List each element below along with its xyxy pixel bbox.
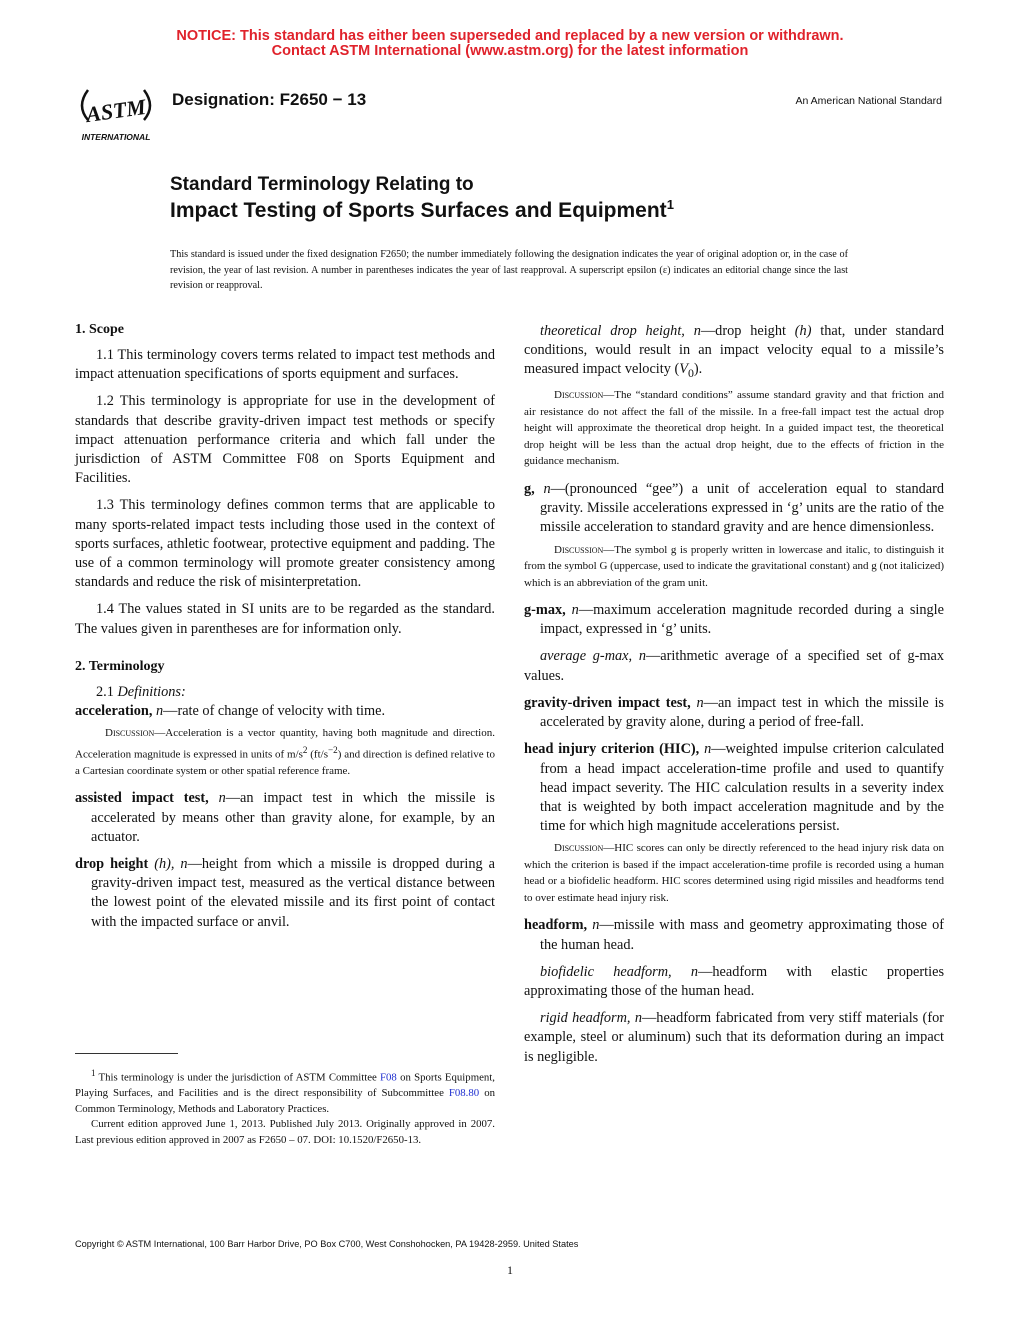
terminology-heading: 2. Terminology [75,658,165,674]
term-gravity-driven-impact-test: gravity-driven impact test, n—an impact test in which the missile is accelerated by gravity alone, during a period of free-fall. [524,694,944,731]
national-standard-label: An American National Standard [795,95,942,107]
logo-subtext: INTERNATIONAL [81,132,151,142]
withdrawal-notice-line1: NOTICE: This standard has either been superseded and replaced by a new version or withdrawn. [176,28,844,44]
section-1-2: 1.2 This terminology is appropriate for use in the development of standards that describe gravity-driven impact test methods or specify impact attenuation performance criteria and which fall under the jurisdiction of ASTM Committee F08 on Sports Equipment and Facilities. [75,393,495,487]
section-1-3: 1.3 This terminology defines common terms that are applicable to many sports-related impact tests including those used in the context of sports surfaces, athletic footwear, protective equipment and padding. The use of a common terminology will promote greater consistency among standards and reduce the risk of misinterpretation. [75,497,495,591]
page-number: 1 [507,1263,513,1277]
term-theoretical-drop-height: theoretical drop height, n—drop height (h) that, under standard conditions, would result in an impact velocity equal to a missile’s measured impact velocity $(V_0)$. [524,323,944,381]
footnote-rule [75,1053,178,1054]
link-f08-80[interactable]: F08.80 [448,1087,480,1100]
discussion-hic: Discussion—HIC scores can only be directly referenced to the head injury risk data on which the criterion is based if the impact acceleration-time profile is recorded using a human head or a biofidelic headform. HIC scores determined using rigid missiles and headforms tend to over estimate head injury risk. [524,842,944,904]
scope-heading: 1. Scope [75,322,124,337]
link-f08[interactable]: F08 [380,1071,397,1084]
withdrawal-notice-line2: Contact ASTM International (www.astm.org) for the latest information [271,43,749,59]
right-column [524,322,944,1075]
section-1-1: 1.1 This terminology covers terms related to impact test methods and impact attenuation specifications of sports equipment and surfaces. [75,347,495,383]
discussion-acceleration: Discussion—Acceleration is a vector quantity, having both magnitude and direction. Acceleration magnitude is expressed in units of $m/s^2$ $(ft/s^{-2})$ and direction is defined relative to a Cartesian coordinate system or other spatial reference frame. [75,727,495,777]
copyright: Copyright © ASTM International, 100 Barr Harbor Drive, PO Box C700, West Conshohocken, PA 19428-2959. United States [75,1239,579,1249]
term-headform: headform, n—missile with mass and geometry approximating those of the human head. [524,917,944,953]
term-assisted-impact-test: assisted impact test, n—an impact test in which the missile is accelerated by means other than gravity alone, for example, by an actuator. [75,790,495,845]
term-g-max: g-max, n—maximum acceleration magnitude recorded during a single impact, expressed in ‘g’ units. [524,602,944,638]
term-acceleration: acceleration, n—rate of change of velocity with time. [75,703,386,720]
term-head-injury-criterion: head injury criterion (HIC), n—weighted impulse criterion calculated from a head impact acceleration-time profile and used to quantify head impact severity. The HIC calculation results in a severity index that is weighted by both impact acceleration magnitude and by the time for which high magnitude accelerations persist. [524,741,944,835]
definitions-label: 2.1 Definitions: [96,683,186,700]
footnote-p1: $^1$ This terminology is under the jurisdiction of ASTM Committee F08 on Sports Equipment, Playing Surfaces, and Facilities and is the direct responsibility of Subcommittee F08.80 on Common Terminology, Methods and Laboratory Practices. [75,1068,495,1115]
discussion-theoretical-drop-height: Discussion—The “standard conditions” assume standard gravity and that friction and air resistance do not affect the fall of the missile. In a free-fall impact test the actual drop height will approximate the theoretical drop height. In a guided impact test, the theoretical drop height will be less than the actual drop height, due to the effects of friction in the guidance mechanism. [524,389,944,468]
term-g: g, n—(pronounced “gee”) a unit of acceleration equal to standard gravity. Missile accelerations expressed in ‘g’ units are the ratio of the missile acceleration to standard gravity and are hence dimensionless. [524,480,945,536]
title-line2 [170,197,674,223]
issued-note: This standard is issued under the fixed designation F2650; the number immediately following the designation indicates the year of original adoption or, in the case of revision, the year of last revision. A number in parentheses indicates the year of last reapproval. A superscript epsilon (ε) indicates an editorial change since the last revision or reapproval. [170,249,848,291]
left-column [75,322,495,940]
section-1-4: 1.4 The values stated in SI units are to be regarded as the standard. The values given in parentheses are for information only. [75,601,495,637]
term-biofidelic-headform: biofidelic headform, n—headform with elastic properties approximating those of the human head. [524,963,945,999]
logo-text: ASTM [84,93,148,128]
term-drop-height: drop height (h), n—height from which a missile is dropped during a gravity-driven impact test, measured as the vertical distance between the lowest point of the elevated missile and its first point of contact with the impacted surface or anvil. [75,856,495,930]
title-text: Impact Testing of Sports Surfaces and Equipment [170,199,667,222]
astm-logo [72,76,160,146]
footnote-p2: Current edition approved June 1, 2013. Published July 2013. Originally approved in 2007. Last previous edition approved in 2007 as F2650 – 07. DOI: 10.1520/F2650-13. [75,1118,495,1146]
title-line1: Standard Terminology Relating to [170,174,474,195]
title-footnote-mark: 1 [666,197,674,212]
designation: Designation: F2650 − 13 [172,90,367,109]
term-rigid-headform: rigid headform, n—headform fabricated from very stiff materials (for example, steel or aluminum) such that its deformation during an impact is negligible. [524,1010,944,1065]
discussion-g: Discussion—The symbol g is properly written in lowercase and italic, to distinguish it from the symbol G (uppercase, used to indicate the gravitational constant) and g (not italicized) which is an abbreviation of the gram unit. [524,543,945,589]
footnote [75,1066,495,1149]
term-average-g-max: average g-max, n—arithmetic average of a specified set of g-max values. [524,648,944,684]
